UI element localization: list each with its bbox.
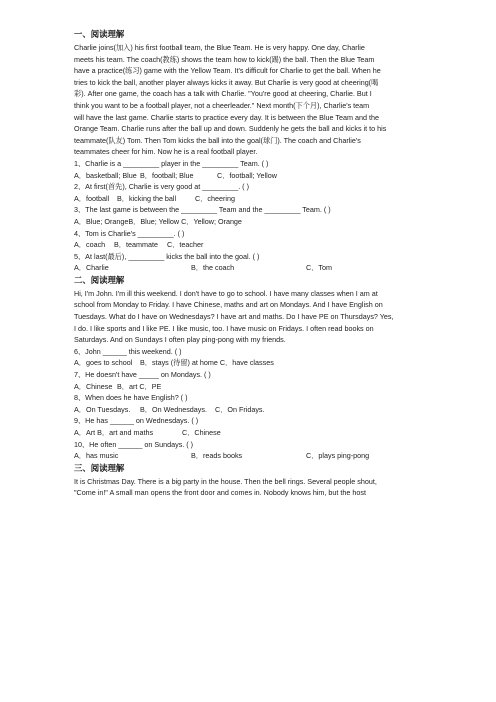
option-c: C．Chinese <box>182 428 221 437</box>
passage-line: will have the last game. Charlie starts to practice every day. It is between the Blue Team and the <box>74 112 379 122</box>
option-c: C．On Fridays. <box>215 404 265 414</box>
section-3-title: 三、阅读理解 <box>74 462 125 473</box>
option-a: A．football <box>74 193 110 203</box>
option-b: B．reads books <box>191 451 243 461</box>
passage-line: 彩). After one game, the coach has a talk with Charlie. "You're good at cheering, Charlie. But I <box>74 89 372 99</box>
section-2-title: 二、阅读理解 <box>74 274 125 285</box>
question-3: 3、The last game is between the _________ Team and the _________ Team. ( ) <box>74 205 331 215</box>
section-1-title: 一、阅读理解 <box>74 29 125 39</box>
option-a: A．Chinese <box>74 381 113 391</box>
option-bc: B．stays (待留) at home C．have classes <box>140 358 274 368</box>
passage-line: think you want to be a football player, not a cheerleader." Next month(下个月), Charlie's team <box>74 100 370 110</box>
section-3-passage <box>74 476 436 499</box>
option-b: B．On Wednesdays. <box>140 404 207 414</box>
passage-line: Orange Team. Charlie runs after the ball up and down. Suddenly he gets the ball and kicks it to his <box>74 124 387 134</box>
passage-line: meets his team. The coach(教练) shows the team how to kick(踢) the ball. Then the Blue Team <box>74 54 375 64</box>
passage-line: It is Christmas Day. There is a big party in the house. Then the bell rings. Several people shout, <box>74 476 377 486</box>
option-b: B．the coach <box>191 263 235 273</box>
passage-line: I do. I like sports and I like PE. I like music, too. I have music on Fridays. I often read books on <box>74 323 374 333</box>
question-5: 5、At last(最后), _________ kicks the ball into the goal. ( ) <box>74 251 260 261</box>
question-3-options <box>74 216 436 228</box>
passage-line: "Come in!" A small man opens the front door and comes in. Nobody knows him, but the host <box>74 488 366 498</box>
question-8: 8、When does he have English? ( ) <box>74 393 188 403</box>
question-4-options <box>74 239 436 251</box>
option-a: A．coach <box>74 240 106 250</box>
question-7-options <box>74 381 436 393</box>
question-8-options <box>74 404 436 416</box>
passage-line: have a practice(练习) game with the Yellow Team. It's difficult for Charlie to get the ball. When he <box>74 66 381 76</box>
passage-line: Hi, I'm John. I'm ill this weekend. I don't have to go to school. I have many classes when I am at <box>74 288 378 298</box>
question-5-options <box>74 262 436 274</box>
question-1-options <box>74 170 436 182</box>
question-6: 6、John ______ this weekend. ( ) <box>74 346 182 356</box>
passage-line: school from Monday to Friday. I have Chinese, maths and art on Mondays. And I have English on <box>74 300 383 310</box>
option-c: C．cheering <box>195 193 235 203</box>
passage-line: Tuesdays. What do I have on Wednesdays? I have art and maths. Do I have PE on Thursdays? Yes, <box>74 312 394 322</box>
option-c: C．plays ping-pong <box>306 451 370 461</box>
question-10-options <box>74 450 436 462</box>
question-6-options <box>74 357 436 369</box>
question-9-options <box>74 427 436 439</box>
option-a: A．On Tuesdays. <box>74 404 131 414</box>
option-bc: B．art C．PE <box>117 381 162 391</box>
passage-line: Charlie joins(加入) his first football team, the Blue Team. He is very happy. One day, Charlie <box>74 43 365 52</box>
question-10: 10、He often ______ on Sundays. ( ) <box>74 439 194 449</box>
question-9: 9、He has ______ on Wednesdays. ( ) <box>74 416 199 426</box>
option-b: B．kicking the ball <box>117 193 177 203</box>
option-a: A．basketball; Blue <box>74 170 137 180</box>
passage-line: Saturdays. And on Sundays I often play ping-pong with my friends. <box>74 335 286 345</box>
option-abc: A．Blue; OrangeB．Blue; Yellow C．Yellow; Orange <box>74 216 242 226</box>
option-b: B．football; Blue <box>140 170 194 180</box>
question-4: 4、Tom is Charlie's _________. ( ) <box>74 228 185 238</box>
option-ab: A．Art B．art and maths <box>74 428 154 437</box>
option-b: B．teammate <box>114 240 158 250</box>
option-a: A．goes to school <box>74 358 133 368</box>
option-c: C．Tom <box>306 263 332 273</box>
option-a: A．has music <box>74 451 119 461</box>
passage-line: tries to kick the ball, another player always kicks it away. But Charlie is very good at cheering(喝 <box>74 77 379 87</box>
question-7: 7、He doesn't have _____ on Mondays. ( ) <box>74 370 211 380</box>
section-2-passage <box>74 288 436 346</box>
option-a: A．Charlie <box>74 263 109 273</box>
question-1: 1、Charlie is a _________ player in the _________ Team. ( ) <box>74 158 269 168</box>
passage-line: teammates cheer for him. Now he is a real football player. <box>74 147 258 157</box>
question-2: 2、At first(首先), Charlie is very good at _________. ( ) <box>74 182 249 192</box>
question-2-options <box>74 193 436 205</box>
section-1-passage <box>74 42 436 158</box>
option-c: C．football; Yellow <box>217 170 277 180</box>
passage-line: teammate(队友) Tom. Then Tom kicks the ball into the goal(球门). The coach and Charlie's <box>74 135 361 145</box>
option-c: C．teacher <box>167 240 204 250</box>
